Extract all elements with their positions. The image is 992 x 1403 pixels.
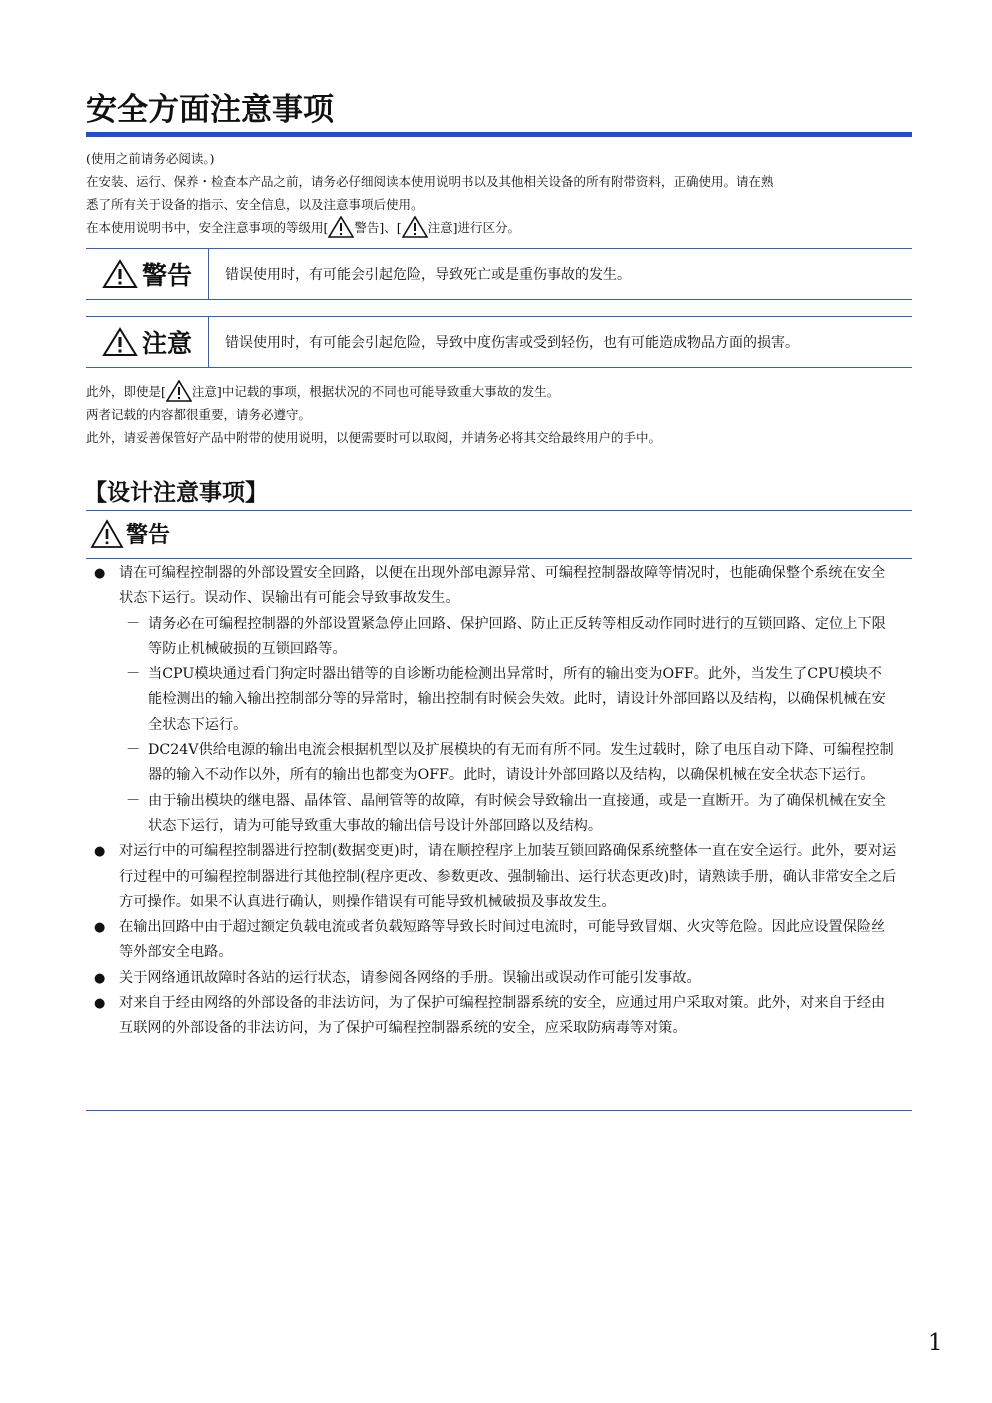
page-title: 安全方面注意事项 (86, 92, 334, 128)
list-item (86, 915, 899, 966)
list-item-text: 关于网络通讯故障时各站的运行状态，请参阅各网络的手册。误输出或误动作可能引发事故。 (119, 969, 701, 986)
bullet-icon: ● (94, 996, 106, 1012)
section-end-rule (86, 1110, 912, 1111)
dash-icon: － (126, 615, 141, 632)
list-item-text: 对运行中的可编程控制器进行控制(数据变更)时，请在顺控程序上加装互锁回路确保系统整体一直在安全运行。此外，要对运行过程中的可编程控制器进行其他控制(程序更改、参数更改、强制输出、运行状态更改)时，请熟读手册，确认非常安全之后方可操作。如果不认真进行确认，则操作错误有可能导致机械破损及事故发生。 (119, 843, 897, 910)
dash-icon: － (126, 792, 141, 809)
note-line-3: 此外，请妥善保管好产品中附带的使用说明，以便需要时可以取阅，并请务必将其交给最终用户的手中。 (86, 430, 662, 445)
list-item (86, 991, 899, 1042)
bullet-icon: ● (94, 566, 106, 581)
section-warning-label: 警告 (126, 523, 171, 548)
section-title: 【设计注意事项】 (84, 480, 268, 506)
caution-signal-box (86, 316, 912, 368)
list-item-text: 请在可编程控制器的外部设置安全回路，以便在出现外部电源异常、可编程控制器故障等情况时，也能确保整个系统在安全状态下运行。误动作、误输出有可能会导致事故发生。 (119, 565, 886, 607)
intro-line-3: 悉了所有关于设备的指示、安全信息，以及注意事项后使用。 (86, 197, 424, 212)
note-line-1-post: 注意]中记载的事项，根据状况的不同也可能导致重大事故的发生。 (191, 384, 560, 399)
warning-signal-head (86, 249, 209, 299)
sub-list-item-text: 由于输出模块的继电器、晶体管、晶闸管等的故障，有时候会导致输出一直接通，或是一直断开。为了确保机械在安全状态下运行，请为可能导致重大事故的输出信号设计外部回路以及结构。 (148, 792, 886, 834)
sub-list-item-text: 当CPU模块通过看门狗定时器出错等的自诊断功能检测出异常时，所有的输出变为OFF。此外，当发生了CPU模块不能检测出的输入输出控制部分等的异常时，输出控制有时候会失效。此时，请设计外部回路以及结构，以确保机械在安全状态下运行。 (148, 666, 886, 733)
bullet-icon: ● (94, 920, 106, 936)
list-item-text: 对来自于经由网络的外部设备的非法访问，为了保护可编程控制器系统的安全，应通过用户采取对策。此外，对来自于经由互联网的外部设备的非法访问，为了保护可编程控制器系统的安全，应采取防病毒等对策。 (119, 995, 886, 1037)
note-line-1 (86, 380, 912, 403)
sub-list-item (86, 738, 896, 789)
title-underline (86, 132, 912, 137)
note-line-1-pre: 此外，即使是[ (86, 384, 166, 399)
list-item (86, 966, 899, 991)
sub-list-item (86, 789, 896, 840)
page-number: 1 (928, 1330, 943, 1356)
warning-triangle-icon (90, 519, 124, 549)
warning-description: 错误使用时，有可能会引起危险，导致死亡或是重伤事故的发生。 (225, 267, 631, 283)
intro-line-4-mid: 警告]、[ (354, 220, 402, 235)
warning-label: 警告 (141, 261, 192, 290)
list-item (86, 839, 899, 915)
warning-head-rule (86, 558, 912, 559)
warning-items (86, 561, 912, 1042)
warning-triangle-icon (102, 259, 138, 289)
caution-description: 错误使用时，有可能会引起危险，导致中度伤害或受到轻伤，也有可能造成物品方面的损害。 (225, 335, 799, 351)
dash-icon: － (126, 742, 141, 759)
dash-icon: － (126, 666, 141, 683)
list-item (86, 561, 899, 612)
sub-list-item (86, 662, 896, 738)
intro-line-4-pre: 在本使用说明书中，安全注意事项的等级用[ (86, 220, 329, 235)
intro-line-4 (86, 216, 912, 239)
intro-line-4-post: 注意]进行区分。 (427, 220, 521, 235)
caution-signal-head (86, 317, 209, 367)
section-warning-head (90, 518, 170, 549)
bullet-icon: ● (94, 970, 106, 986)
caution-triangle-icon (102, 327, 138, 357)
bullet-icon: ● (94, 844, 106, 860)
sub-list-item-text: DC24V供给电源的输出电流会根据机型以及扩展模块的有无而有所不同。发生过载时，除了电压自动下降、可编程控制器的输入不动作以外，所有的输出也都变为OFF。此时，请设计外部回路以及结构，以确保机械在安全状态下运行。 (148, 742, 894, 784)
sub-list-item-text: 请务必在可编程控制器的外部设置紧急停止回路、保护回路、防止正反转等相反动作同时进行的互锁回路、定位上下限等防止机械破损的互锁回路等。 (148, 615, 886, 657)
caution-triangle-icon (402, 216, 428, 238)
sub-list-item (86, 612, 896, 663)
intro-line-1: (使用之前请务必阅读。) (86, 151, 215, 166)
caution-triangle-icon (166, 380, 192, 402)
note-line-2: 两者记载的内容都很重要，请务必遵守。 (86, 407, 312, 422)
caution-label: 注意 (141, 329, 192, 358)
intro-paragraph (86, 147, 912, 239)
intro-line-2: 在安装、运行、保养・检查本产品之前，请务必仔细阅读本使用说明书以及其他相关设备的所有附带资料，正确使用。请在熟 (86, 174, 774, 189)
section-rule (86, 510, 912, 511)
notes-paragraph (86, 380, 912, 449)
warning-triangle-icon (328, 216, 354, 238)
warning-signal-box (86, 248, 912, 300)
list-item-text: 在输出回路中由于超过额定负载电流或者负载短路等导致长时间过电流时，可能导致冒烟、火灾等危险。因此应设置保险丝等外部安全电路。 (119, 919, 886, 961)
